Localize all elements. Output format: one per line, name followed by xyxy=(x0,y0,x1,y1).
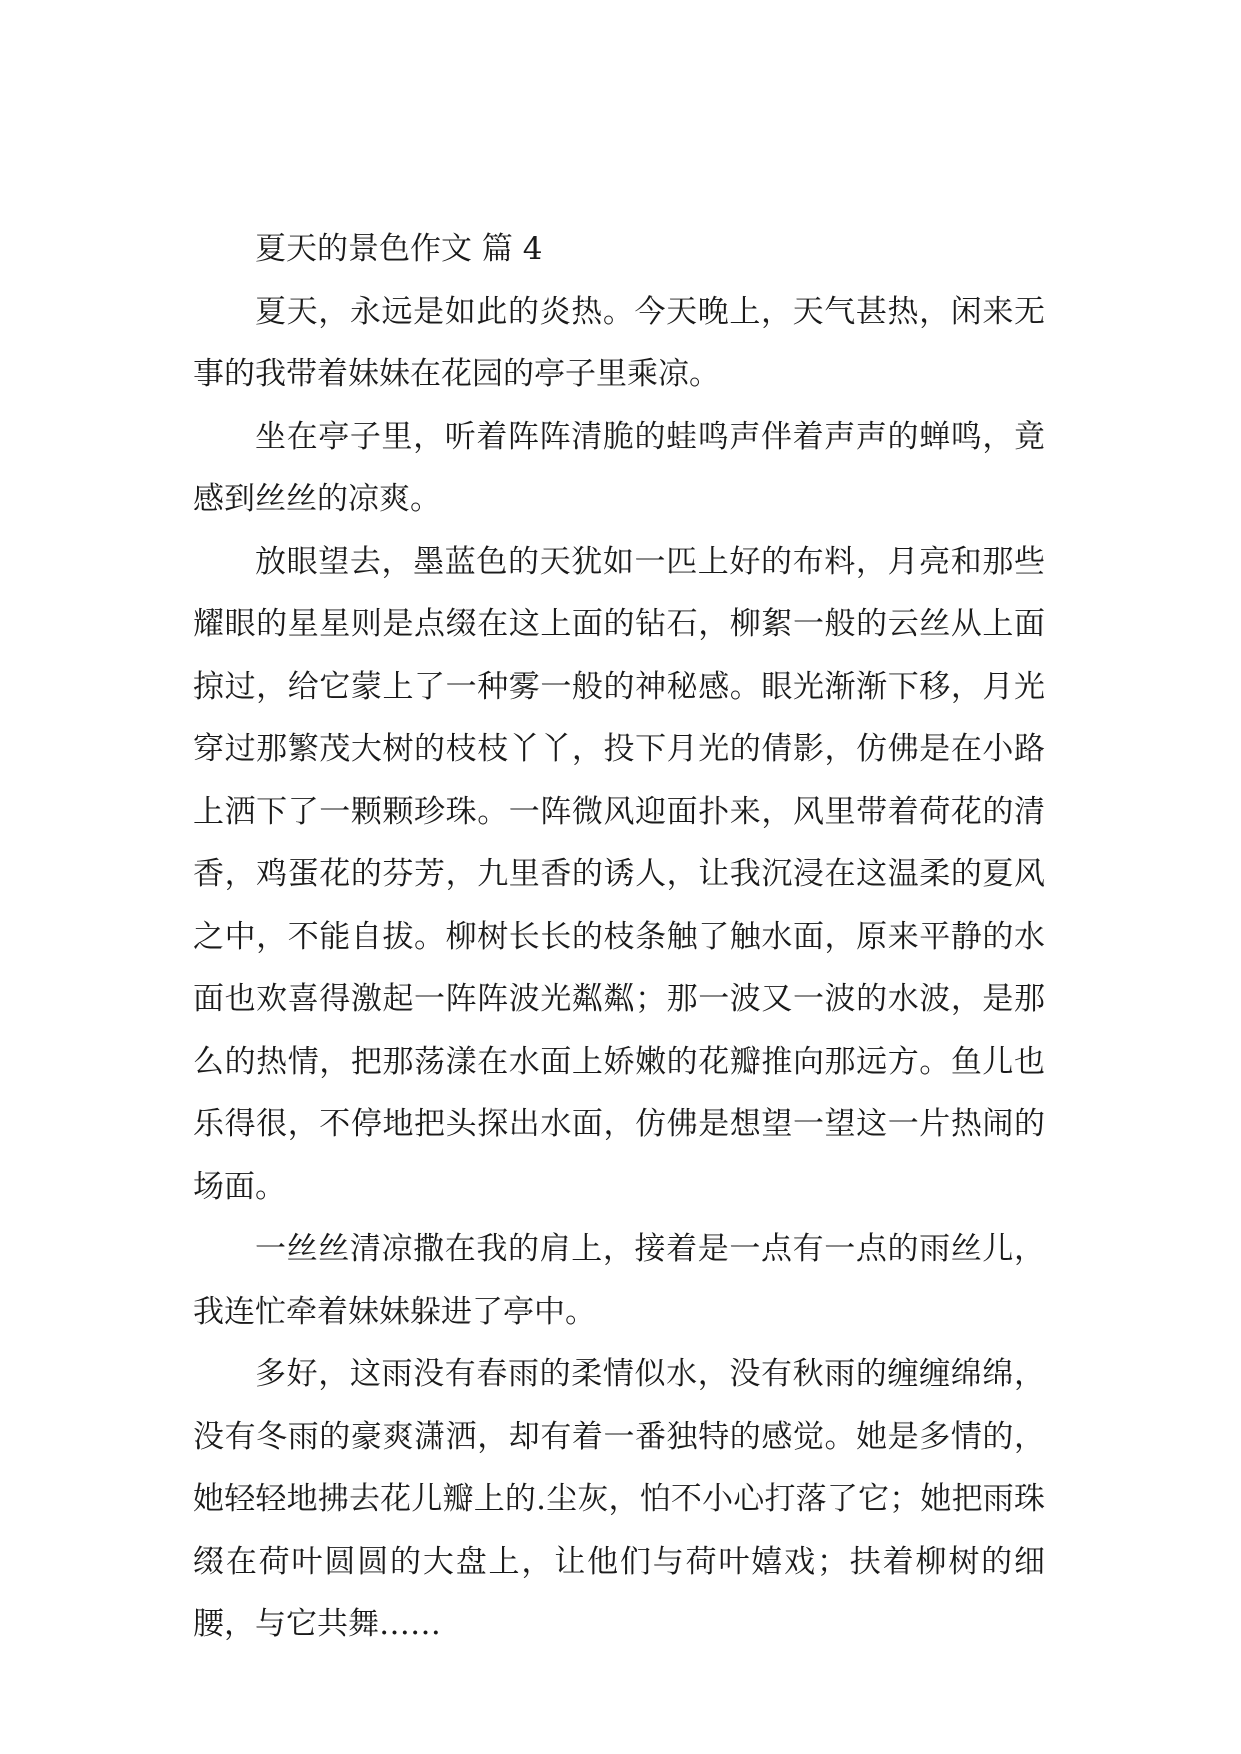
document-title: 夏天的景色作文 篇 4 xyxy=(255,231,543,267)
paragraph-4: 一丝丝清凉撒在我的肩上，接着是一点有一点的雨丝儿，我连忙牵着妹妹躲进了亭中。 xyxy=(193,1231,1045,1330)
paragraph-1: 夏天，永远是如此的炎热。今天晚上，天气甚热，闲来无事的我带着妹妹在花园的亭子里乘凉。 xyxy=(193,293,1045,392)
paragraph-3: 放眼望去，墨蓝色的天犹如一匹上好的布料，月亮和那些耀眼的星星则是点缀在这上面的钻石，柳絮一般的云丝从上面掠过，给它蒙上了一种雾一般的神秘感。眼光渐渐下移，月光穿过那繁茂大树的枝枝丫丫，投下月光的倩影，仿佛是在小路上洒下了一颗颗珍珠。一阵微风迎面扑来，风里带着荷花的清香，鸡蛋花的芬芳，九里香的诱人，让我沉浸在这温柔的夏风之中，不能自拔。柳树长长的枝条触了触水面，原来平静的水面也欢喜得激起一阵阵波光粼粼；那一波又一波的水波，是那么的热情，把那荡漾在水面上娇嫩的花瓣推向那远方。鱼儿也乐得很，不停地把头探出水面，仿佛是想望一望这一片热闹的场面。 xyxy=(193,543,1045,1205)
paragraph-5: 多好，这雨没有春雨的柔情似水，没有秋雨的缠缠绵绵，没有冬雨的豪爽潇洒，却有着一番独特的感觉。她是多情的，她轻轻地拂去花儿瓣上的.尘灰，怕不小心打落了它；她把雨珠缀在荷叶圆圆的大盘上，让他们与荷叶嬉戏；扶着柳树的细腰，与它共舞…… xyxy=(193,1356,1045,1642)
paragraph-2: 坐在亭子里，听着阵阵清脆的蛙鸣声伴着声声的蝉鸣，竟感到丝丝的凉爽。 xyxy=(193,418,1045,517)
document-body xyxy=(193,218,1045,1656)
